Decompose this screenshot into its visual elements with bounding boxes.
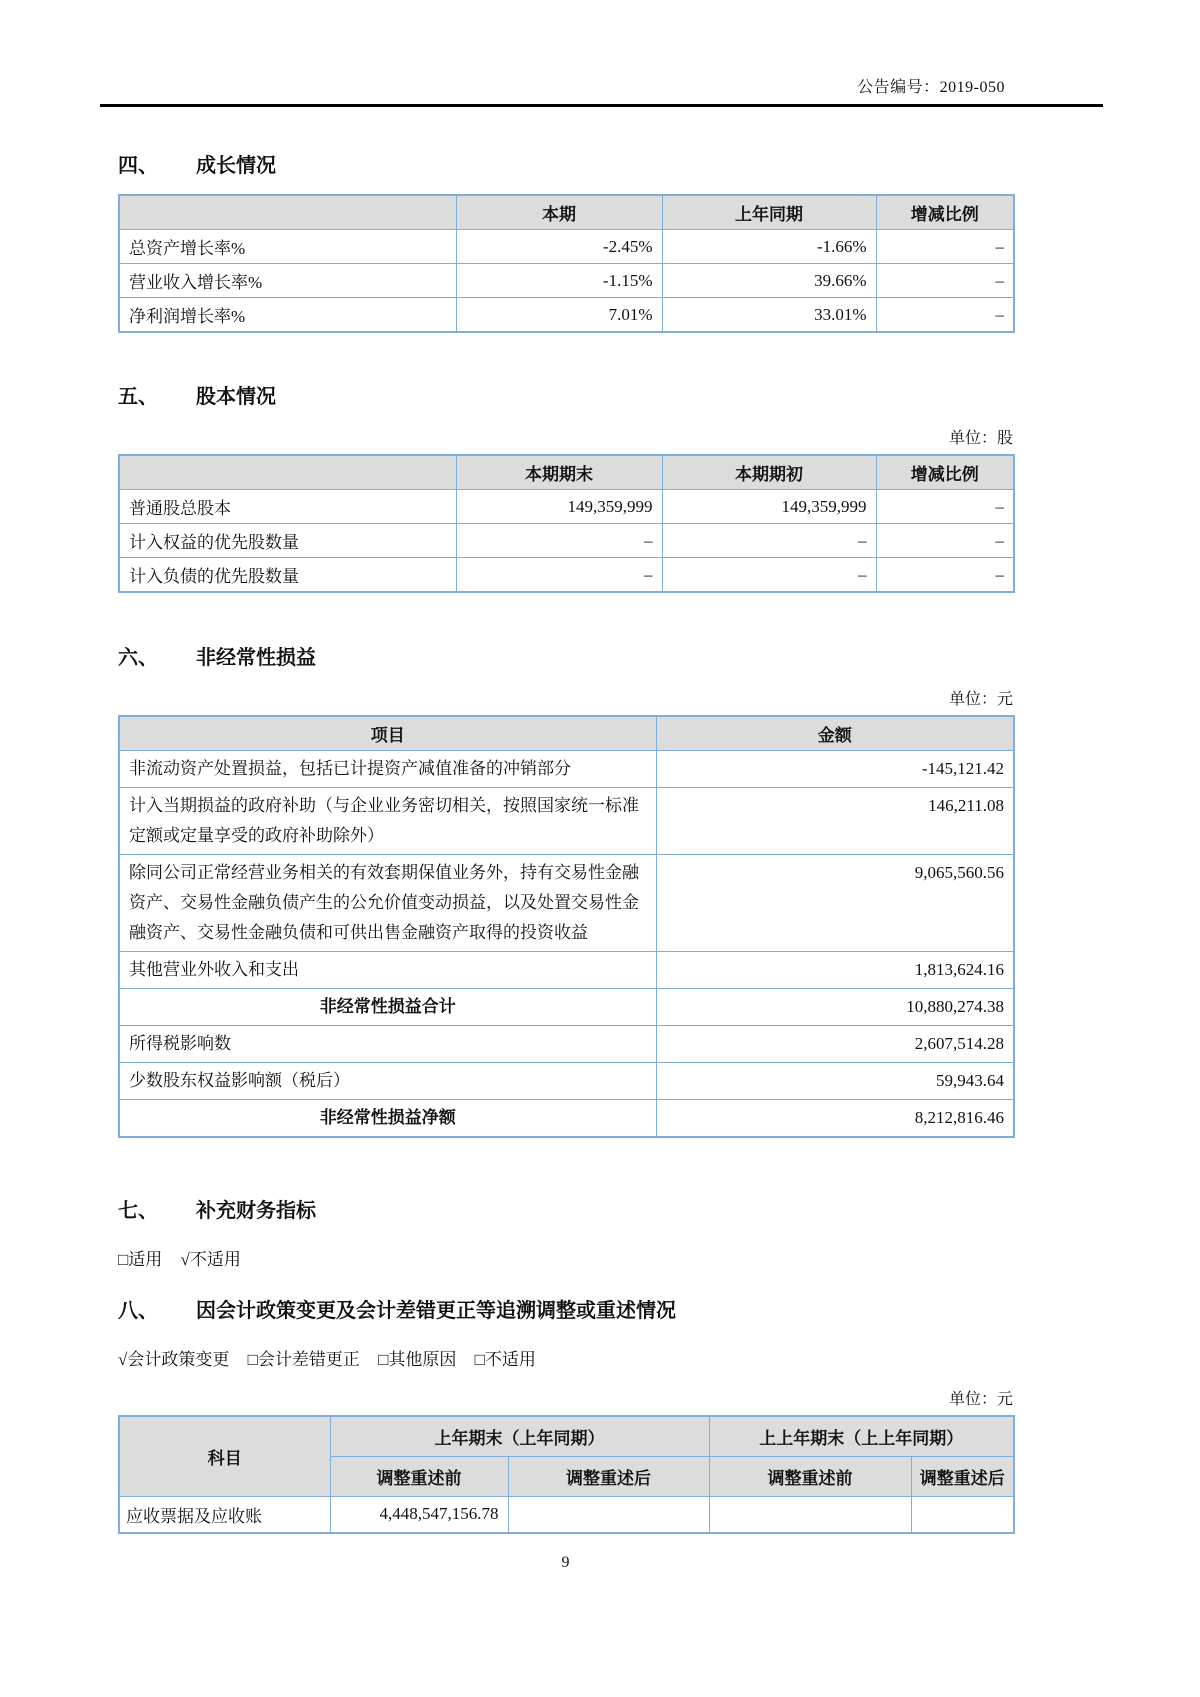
two-years-prior-before-value: [709, 1497, 911, 1533]
col-header-period-end: 本期期末: [456, 455, 662, 490]
restatement-group-header-row: [119, 1416, 1014, 1457]
section-title: 非经常性损益: [196, 647, 316, 669]
table-row: [119, 1497, 1014, 1533]
sub-header-before-adjustment: 调整重述前: [330, 1457, 508, 1497]
checkbox-option-error-correction: □会计差错更正: [247, 1350, 360, 1369]
table-row: [119, 558, 1014, 593]
equity-begin: –: [662, 524, 876, 558]
col-header-item: 项目: [119, 716, 656, 751]
metric-change: –: [876, 264, 1014, 298]
table-row: [119, 1063, 1014, 1100]
section-number: 七、: [118, 1200, 158, 1222]
unit-label: 单位：元: [948, 1391, 1013, 1408]
equity-label: 计入负债的优先股数量: [119, 558, 456, 593]
equity-end: 149,359,999: [456, 490, 662, 524]
item-amount: 2,607,514.28: [656, 1026, 1014, 1063]
header-rule: [100, 104, 1103, 107]
table-row: [119, 751, 1014, 788]
announcement-number: 公告编号：2019-050: [857, 79, 1005, 96]
item-label: 计入当期损益的政府补助（与企业业务密切相关，按照国家统一标准定额或定量享受的政府补助除外）: [119, 788, 656, 855]
sub-header-before-adjustment: 调整重述前: [709, 1457, 911, 1497]
metric-prior: 33.01%: [662, 298, 876, 333]
restatement-reason-options: [118, 1345, 1013, 1370]
subtotal-label: 非经常性损益合计: [119, 989, 656, 1026]
col-header-current: 本期: [456, 195, 662, 230]
section-number: 四、: [118, 155, 158, 177]
metric-prior: -1.66%: [662, 230, 876, 264]
checkbox-option-applicable: □适用: [118, 1250, 163, 1269]
section-supplementary-heading: [118, 1194, 1013, 1223]
equity-begin: 149,359,999: [662, 490, 876, 524]
section-title: 股本情况: [196, 386, 276, 408]
unit-label: 单位：元: [948, 691, 1013, 708]
col-header-prior: 上年同期: [662, 195, 876, 230]
item-amount: -145,121.42: [656, 751, 1014, 788]
item-label: 除同公司正常经营业务相关的有效套期保值业务外，持有交易性金融资产、交易性金融负债产生的公允价值变动损益，以及处置交易性金融资产、交易性金融负债和可供出售金融资产取得的投资收益: [119, 855, 656, 952]
metric-label: 营业收入增长率%: [119, 264, 456, 298]
net-total-label: 非经常性损益净额: [119, 1100, 656, 1138]
item-amount: 146,211.08: [656, 788, 1014, 855]
item-amount: 9,065,560.56: [656, 855, 1014, 952]
item-label: 所得税影响数: [119, 1026, 656, 1063]
col-header-change: 增减比例: [876, 455, 1014, 490]
equity-change: –: [876, 490, 1014, 524]
equity-begin: –: [662, 558, 876, 593]
checkbox-option-policy-change: √会计政策变更: [118, 1350, 230, 1369]
col-header-change: 增减比例: [876, 195, 1014, 230]
equity-change: –: [876, 558, 1014, 593]
table-row: [119, 788, 1014, 855]
item-label: 非流动资产处置损益，包括已计提资产减值准备的冲销部分: [119, 751, 656, 788]
col-header-amount: 金额: [656, 716, 1014, 751]
nonrecurring-table: [118, 715, 1015, 1138]
table-row: [119, 952, 1014, 989]
col-header-subject: 科目: [119, 1416, 330, 1497]
metric-current: 7.01%: [456, 298, 662, 333]
section-number: 八、: [118, 1300, 158, 1322]
metric-label: 净利润增长率%: [119, 298, 456, 333]
equity-change: –: [876, 524, 1014, 558]
unit-label: 单位：股: [948, 430, 1013, 447]
section-growth-heading: [118, 149, 1013, 178]
section-equity-heading: [118, 380, 1013, 409]
item-label: 其他营业外收入和支出: [119, 952, 656, 989]
nonrecurring-header-row: [119, 716, 1014, 751]
table-row: [119, 524, 1014, 558]
equity-label: 普通股总股本: [119, 490, 456, 524]
growth-header-row: [119, 195, 1014, 230]
item-label: 少数股东权益影响额（税后）: [119, 1063, 656, 1100]
metric-change: –: [876, 298, 1014, 333]
table-row: [119, 1026, 1014, 1063]
metric-label: 总资产增长率%: [119, 230, 456, 264]
page-content: [118, 149, 1013, 1572]
empty-header-cell: [119, 455, 456, 490]
growth-table: [118, 194, 1015, 333]
checkbox-option-other-reason: □其他原因: [378, 1350, 457, 1369]
prior-year-after-value: [508, 1497, 709, 1533]
table-row: [119, 298, 1014, 333]
equity-end: –: [456, 524, 662, 558]
table-row: [119, 855, 1014, 952]
section-nonrecurring-heading: [118, 641, 1013, 670]
section-restatement-heading: [118, 1294, 1013, 1323]
section-number: 五、: [118, 386, 158, 408]
section-title: 成长情况: [196, 155, 276, 177]
sub-header-after-adjustment: 调整重述后: [911, 1457, 1014, 1497]
checkbox-option-not-applicable: √不适用: [180, 1250, 241, 1269]
equity-label: 计入权益的优先股数量: [119, 524, 456, 558]
sub-header-after-adjustment: 调整重述后: [508, 1457, 709, 1497]
metric-current: -1.15%: [456, 264, 662, 298]
metric-prior: 39.66%: [662, 264, 876, 298]
applicability-options: [118, 1245, 1013, 1270]
net-total-amount: 8,212,816.46: [656, 1100, 1014, 1138]
metric-change: –: [876, 230, 1014, 264]
subject-label: 应收票据及应收账: [119, 1497, 330, 1533]
table-row: [119, 230, 1014, 264]
section-title: 补充财务指标: [196, 1200, 316, 1222]
prior-year-before-value: 4,448,547,156.78: [330, 1497, 508, 1533]
net-total-row: [119, 1100, 1014, 1138]
empty-header-cell: [119, 195, 456, 230]
section-title: 因会计政策变更及会计差错更正等追溯调整或重述情况: [196, 1300, 676, 1322]
equity-header-row: [119, 455, 1014, 490]
group-header-two-years-prior: 上上年期末（上上年同期）: [709, 1416, 1014, 1457]
subtotal-amount: 10,880,274.38: [656, 989, 1014, 1026]
item-amount: 59,943.64: [656, 1063, 1014, 1100]
col-header-period-begin: 本期期初: [662, 455, 876, 490]
restatement-table: [118, 1415, 1015, 1534]
group-header-prior-year: 上年期末（上年同期）: [330, 1416, 709, 1457]
checkbox-option-not-applicable: □不适用: [474, 1350, 536, 1369]
item-amount: 1,813,624.16: [656, 952, 1014, 989]
section-number: 六、: [118, 647, 158, 669]
subtotal-row: [119, 989, 1014, 1026]
table-row: [119, 264, 1014, 298]
equity-table: [118, 454, 1015, 593]
metric-current: -2.45%: [456, 230, 662, 264]
two-years-prior-after-value: [911, 1497, 1014, 1533]
page-number: 9: [561, 1553, 570, 1571]
table-row: [119, 490, 1014, 524]
equity-end: –: [456, 558, 662, 593]
